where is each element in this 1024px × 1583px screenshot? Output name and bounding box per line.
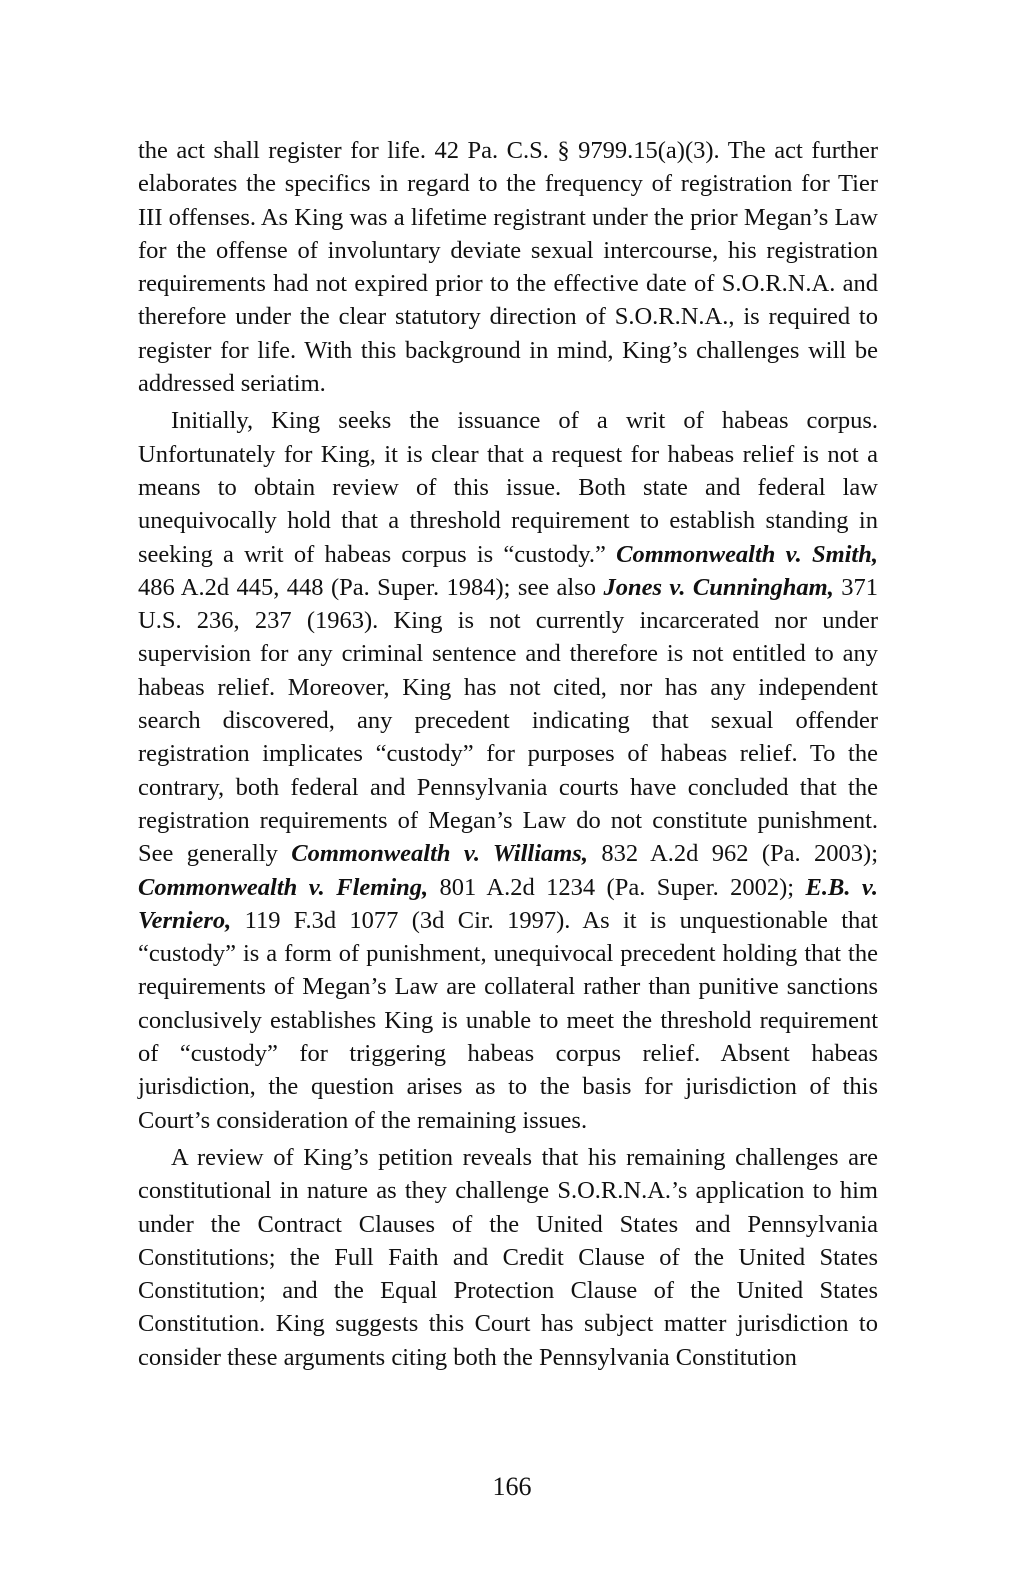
- paragraph-2: [138, 404, 878, 1137]
- text-run: 801 A.2d 1234 (Pa. Super. 2002);: [428, 873, 806, 901]
- text-run: 119 F.3d 1077 (3d Cir. 1997). As it is unquestionable that “custody” is a form of punishment, unequivocal precedent holding that the requirements of Megan’s Law are collateral rather than punitive sanctions conclusively establishes King is unable to meet the threshold requirement of “custody” for triggering habeas corpus relief. Absent habeas jurisdiction, the question arises as to the basis for jurisdiction of this Court’s consideration of the remaining issues.: [138, 906, 878, 1134]
- paragraph-3: [138, 1141, 878, 1374]
- case-citation: Jones v. Cunningham,: [603, 573, 834, 601]
- case-citation: Commonwealth v. Fleming,: [138, 873, 429, 901]
- text-run: Initially, King seeks the issuance of a writ of habeas corpus. Unfortunately for King, it is clear that a request for habeas relief is not a means to obtain review of this issue. Both state and federal law unequivocally hold that a threshold requirement to establish standing in seeking a writ of habeas corpus is “custody.”: [138, 407, 878, 568]
- text-run: 832 A.2d 962 (Pa. 2003);: [587, 840, 878, 868]
- case-citation: Commonwealth v. Smith,: [616, 540, 878, 568]
- paragraph-1: [138, 134, 878, 400]
- case-citation: E.B. v. Verniero,: [138, 873, 878, 934]
- text-run: the act shall register for life. 42 Pa. C.S. § 9799.15(a)(3). The act further elaborates the specifics in regard to the frequency of registration for Tier III offenses. As King was a lifetime registrant under the prior Megan’s Law for the offense of involuntary deviate sexual intercourse, his registration requirements had not expired prior to the effective date of S.O.R.N.A. and therefore under the clear statutory direction of S.O.R.N.A., is required to register for life. With this background in mind, King’s challenges will be addressed seriatim.: [138, 137, 878, 398]
- case-citation: Commonwealth v. Williams,: [291, 840, 588, 868]
- text-run: 371 U.S. 236, 237 (1963). King is not currently incarcerated nor under supervision for any criminal sentence and therefore is not entitled to any habeas relief. Moreover, King has not cited, nor has any independent search discovered, any precedent indicating that sexual offender registration implicates “custody” for purposes of habeas relief. To the contrary, both federal and Pennsylvania courts have concluded that the registration requirements of Megan’s Law do not constitute punishment. See generally: [138, 573, 878, 868]
- text-run: 486 A.2d 445, 448 (Pa. Super. 1984); see also: [138, 573, 604, 601]
- text-run: A review of King’s petition reveals that his remaining challenges are constitutional in nature as they challenge S.O.R.N.A.’s application to him under the Contract Clauses of the United States and Pennsylvania Constitutions; the Full Faith and Credit Clause of the United States Constitution; and the Equal Protection Clause of the United States Constitution. King suggests this Court has subject matter jurisdiction to consider these arguments citing both the Pennsylvania Constitution: [138, 1143, 878, 1371]
- page-number: 166: [492, 1472, 532, 1501]
- document-body: [138, 134, 878, 1374]
